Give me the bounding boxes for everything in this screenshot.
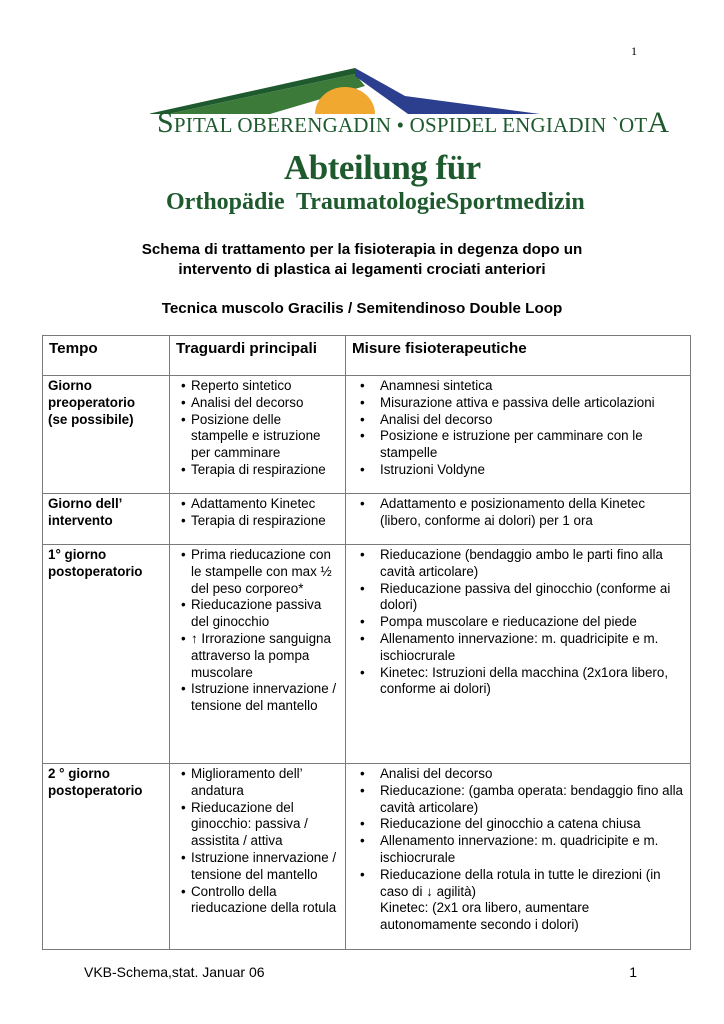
footer-page-number: 1 <box>629 964 637 980</box>
list-item: • Posizione delle stampelle e istruzione per camminare <box>175 412 341 462</box>
table-row <box>43 376 691 494</box>
document-subtitle: Tecnica muscolo Gracilis / Semitendinoso Double Loop <box>161 300 563 317</box>
tempo-cell: Giorno preoperatorio (se possibile) <box>43 376 170 494</box>
table-row <box>43 764 691 950</box>
list-item: • Prima rieducazione con le stampelle con max ½ del peso corporeo* <box>175 547 341 597</box>
table-row <box>43 494 691 545</box>
tempo-cell: 1° giorno postoperatorio <box>43 545 170 764</box>
list-item: • Posizione e istruzione per camminare con le stampelle <box>351 428 686 462</box>
list-item: • Adattamento e posizionamento della Kinetec (libero, conforme ai dolori) per 1 ora <box>351 496 686 530</box>
list-item: • Allenamento innervazione: m. quadricipite e m. ischiocrurale <box>351 833 686 867</box>
list-item: • Istruzioni Voldyne <box>351 462 686 479</box>
list-item: • Istruzione innervazione / tensione del mantello <box>175 681 341 715</box>
list-item: • Terapia di respirazione <box>175 462 341 479</box>
list-item: • Misurazione attiva e passiva delle articolazioni <box>351 395 686 412</box>
traguardi-cell <box>170 764 346 950</box>
subtitle-orthopaedie: Orthopädie <box>166 189 285 215</box>
header-tempo: Tempo <box>43 336 170 376</box>
department-title: Abteilung für <box>284 148 481 187</box>
document-title: Schema di trattamento per la fisioterapia in degenza dopo un intervento di plastica ai legamenti crociati anteriori <box>141 241 583 278</box>
list-item: • Anamnesi sintetica <box>351 378 686 395</box>
list-item: • Rieducazione: (gamba operata: bendaggio fino alla cavità articolare) <box>351 783 686 817</box>
list-item: • Rieducazione del ginocchio a catena chiusa <box>351 816 686 833</box>
traguardi-cell <box>170 494 346 545</box>
list-item: • Analisi del decorso <box>351 766 686 783</box>
list-item: • Pompa muscolare e rieducazione del piede <box>351 614 686 631</box>
list-item: • Allenamento innervazione: m. quadricipite e m. ischiocrurale <box>351 631 686 665</box>
traguardi-cell <box>170 545 346 764</box>
list-item: • Adattamento Kinetec <box>175 496 341 513</box>
list-item: • Rieducazione della rotula in tutte le direzioni (in caso di ↓ agilità) <box>351 867 686 901</box>
list-item: • ↑ Irrorazione sanguigna attraverso la pompa muscolare <box>175 631 341 681</box>
misure-cell <box>346 376 691 494</box>
list-item: • Analisi del decorso <box>351 412 686 429</box>
tempo-cell: 2 ° giorno postoperatorio <box>43 764 170 950</box>
table-row <box>43 545 691 764</box>
list-item: • Rieducazione (bendaggio ambo le parti fino alla cavità articolare) <box>351 547 686 581</box>
footer-document-id: VKB-Schema,stat. Januar 06 <box>84 964 265 980</box>
misure-cell <box>346 494 691 545</box>
list-item-continuation: Kinetec: (2x1 ora libero, aumentare autonomamente secondo i dolori) <box>380 900 590 933</box>
table-header-row <box>43 336 691 376</box>
header-misure: Misure fisioterapeutiche <box>346 336 691 376</box>
list-item: • Controllo della rieducazione della rotula <box>175 884 341 918</box>
list-item: • Analisi del decorso <box>175 395 341 412</box>
misure-cell <box>346 764 691 950</box>
misure-cell <box>346 545 691 764</box>
list-item: • Terapia di respirazione <box>175 513 341 530</box>
list-item: • Rieducazione del ginocchio: passiva / assistita / attiva <box>175 800 341 850</box>
list-item: • Rieducazione passiva del ginocchio <box>175 597 341 631</box>
treatment-table <box>42 335 691 950</box>
list-item: • Rieducazione passiva del ginocchio (conforme ai dolori) <box>351 581 686 615</box>
tempo-cell: Giorno dell’ intervento <box>43 494 170 545</box>
traguardi-cell <box>170 376 346 494</box>
hospital-logo <box>150 66 670 226</box>
list-item: • Reperto sintetico <box>175 378 341 395</box>
list-item: • Kinetec: Istruzioni della macchina (2x1ora libero, conforme ai dolori) <box>351 665 686 699</box>
subtitle-traumatologie: Traumatologie <box>296 189 447 215</box>
hospital-name: SPITAL OBERENGADIN • OSPIDEL ENGIADIN `OTA <box>157 106 670 139</box>
list-item: • Istruzione innervazione / tensione del mantello <box>175 850 341 884</box>
header-traguardi: Traguardi principali <box>170 336 346 376</box>
subtitle-sportmedizin: Sportmedizin <box>446 189 585 215</box>
list-item: • Miglioramento dell’ andatura <box>175 766 341 800</box>
header-page-number: 1 <box>631 44 637 58</box>
